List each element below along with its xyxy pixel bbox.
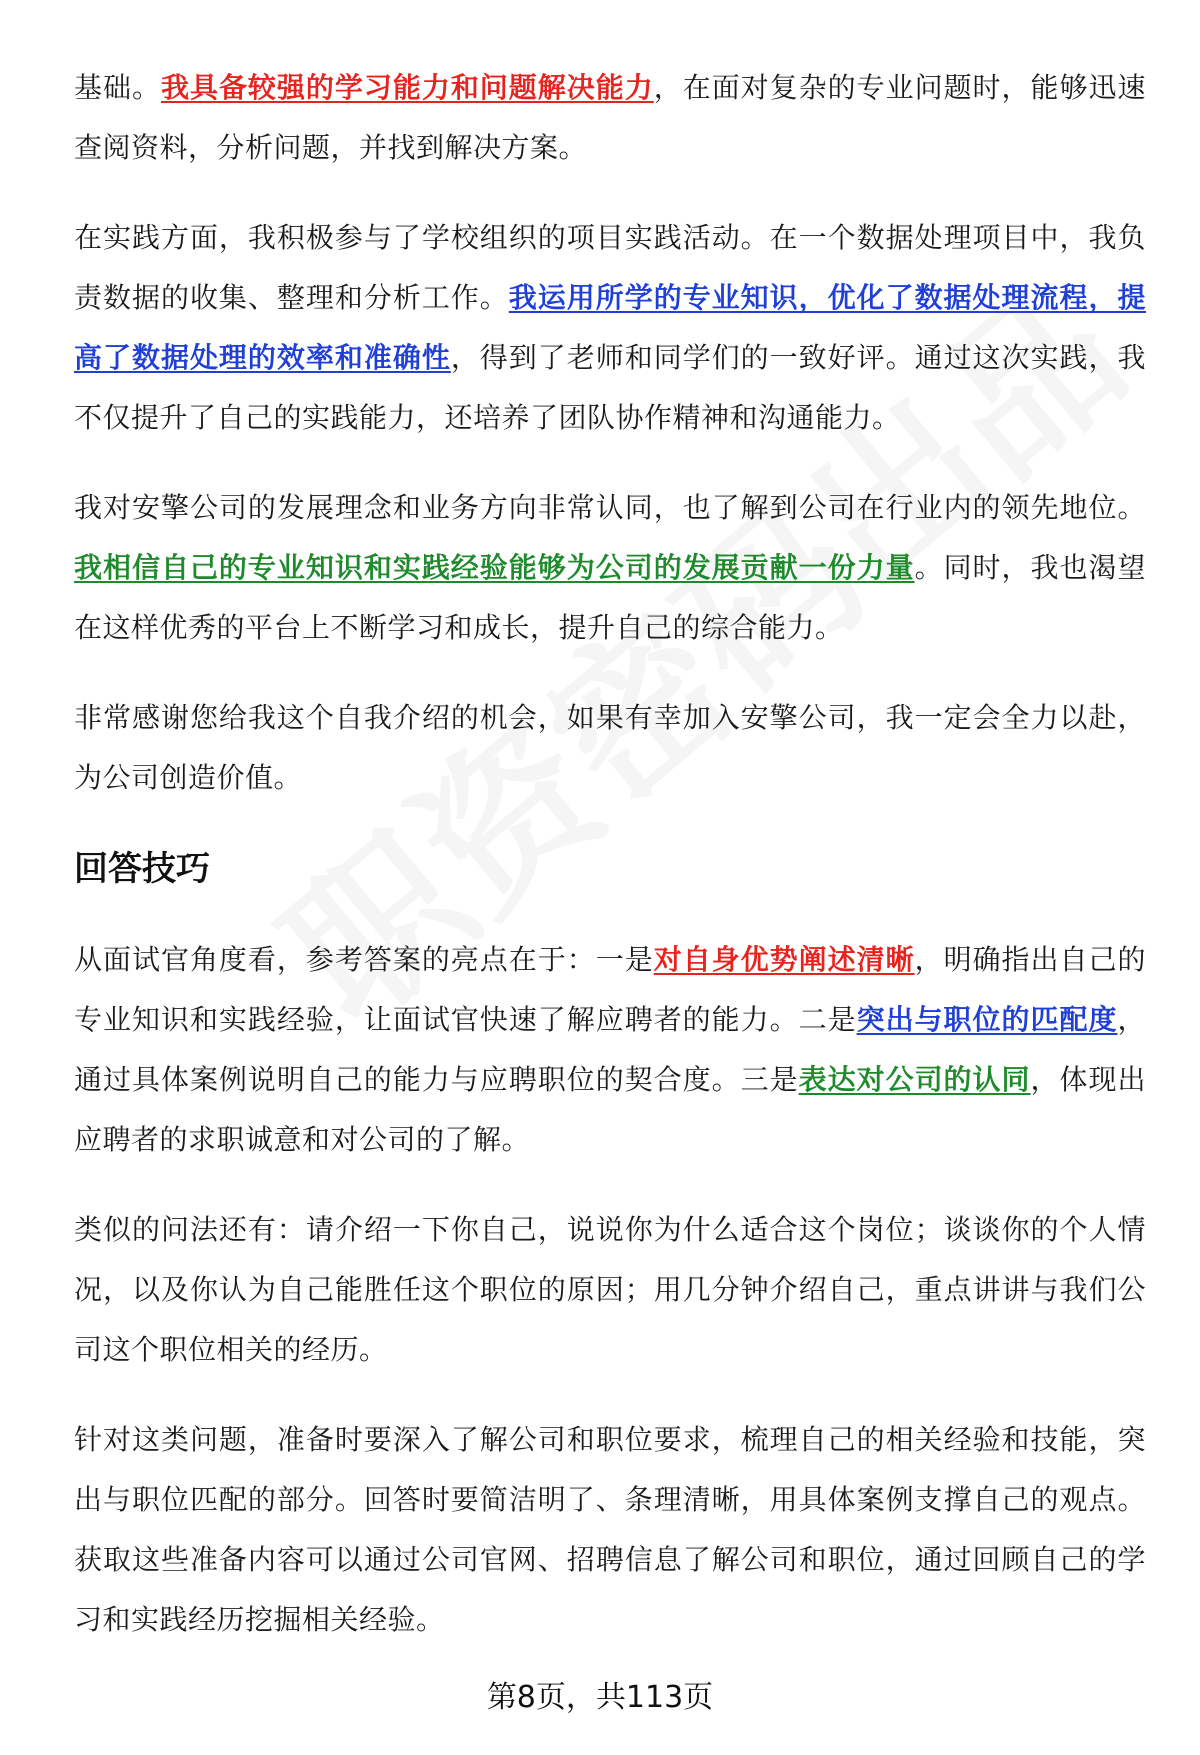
document-page [74,58,1146,1680]
highlight-text: 对自身优势阐述清晰 [653,943,915,976]
paragraph [74,688,1146,808]
paragraph-text: ，得到了老师和同学们的一致好评。通过这次实践，我不仅提升了自己的实践能力，还培养了团队协作精神和沟通能力。 [74,341,1146,434]
paragraph [74,58,1146,178]
paragraph [74,208,1146,448]
paragraph [74,1410,1146,1650]
section-heading: 回答技巧 [74,849,210,889]
highlight-text: 突出与职位的匹配度 [856,1003,1118,1036]
paragraph-text: ，体现出应聘者的求职诚意和对公司的了解。 [74,1063,1146,1156]
paragraph-text: ，在面对复杂的专业问题时，能够迅速查阅资料，分析问题，并找到解决方案。 [74,71,1146,164]
paragraph-text: ，通过具体案例说明自己的能力与应聘职位的契合度。三是 [74,1003,1146,1096]
paragraph [74,930,1146,1170]
paragraph-text: 我对安擎公司的发展理念和业务方向非常认同，也了解到公司在行业内的领先地位。 [74,491,1146,524]
paragraph [74,478,1146,658]
answer-tips-section [74,930,1146,1650]
paragraph-text: 从面试官角度看，参考答案的亮点在于：一是 [74,943,654,976]
paragraph-text: 针对这类问题，准备时要深入了解公司和职位要求，梳理自己的相关经验和技能，突出与职位匹配的部分。回答时要简洁明了、条理清晰，用具体案例支撑自己的观点。获取这些准备内容可以通过公司官网、招聘信息了解公司和职位，通过回顾自己的学习和实践经历挖掘相关经验。 [74,1423,1146,1636]
paragraph-text: 基础。 [74,71,161,104]
highlight-text: 我相信自己的专业知识和实践经验能够为公司的发展贡献一份力量 [74,551,915,584]
paragraph-text: 类似的问法还有：请介绍一下你自己，说说你为什么适合这个岗位；谈谈你的个人情况，以及你认为自己能胜任这个职位的原因；用几分钟介绍自己，重点讲讲与我们公司这个职位相关的经历。 [74,1213,1146,1366]
paragraph-text: 。同时，我也渴望在这样优秀的平台上不断学习和成长，提升自己的综合能力。 [74,551,1146,644]
highlight-text: 我运用所学的专业知识，优化了数据处理流程，提高了数据处理的效率和准确性 [74,281,1146,374]
intro-section [74,58,1146,808]
paragraph-text: ，明确指出自己的专业知识和实践经验，让面试官快速了解应聘者的能力。二是 [74,943,1146,1036]
highlight-text: 表达对公司的认同 [798,1063,1031,1096]
highlight-text: 我具备较强的学习能力和问题解决能力 [160,71,654,104]
page-footer: 第8页，共113页 [486,1680,714,1715]
paragraph-text: 在实践方面，我积极参与了学校组织的项目实践活动。在一个数据处理项目中，我负责数据的收集、整理和分析工作。 [74,221,1146,314]
paragraph-text: 非常感谢您给我这个自我介绍的机会，如果有幸加入安擎公司，我一定会全力以赴，为公司创造价值。 [74,701,1146,794]
paragraph [74,1200,1146,1380]
